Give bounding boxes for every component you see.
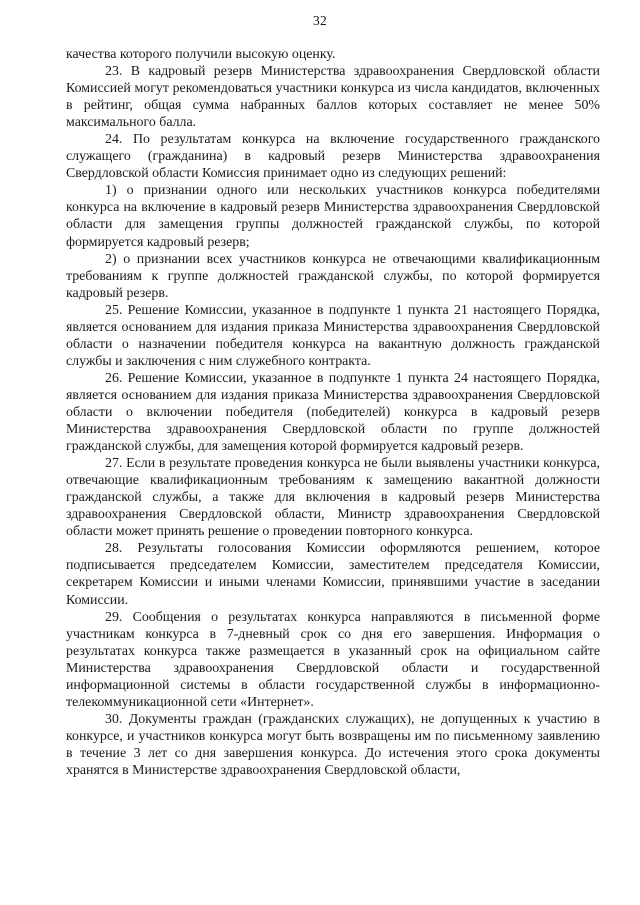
- paragraph-item-26: 26. Решение Комиссии, указанное в подпункте 1 пункта 24 настоящего Порядка, является основанием для издания приказа Министерства здравоохранения Свердловской области о включении победителя (победителей) конкурса в кадровый резерв Министерства здравоохранения Свердловской области по группе должностей гражданской службы, для замещения которой формируется кадровый резерв.: [66, 370, 600, 455]
- page-number: 32: [312, 13, 328, 28]
- document-body: [66, 46, 600, 779]
- paragraph-item-25: 25. Решение Комиссии, указанное в подпункте 1 пункта 21 настоящего Порядка, является основанием для издания приказа Министерства здравоохранения Свердловской области о назначении победителя конкурса на вакантную должность гражданской службы и заключения с ним служебного контракта.: [66, 302, 600, 369]
- paragraph-item-29: 29. Сообщения о результатах конкурса направляются в письменной форме участникам конкурса в 7-дневный срок со дня его завершения. Информация о результатах конкурса также размещается в указанный срок на официальном сайте Министерства здравоохранения Свердловской области и государственной информационной системы в области государственной службы в информационно-телекоммуникационной сети «Интернет».: [66, 609, 600, 710]
- paragraph-item-23: 23. В кадровый резерв Министерства здравоохранения Свердловской области Комиссией могут рекомендоваться участники конкурса из числа кандидатов, включенных в рейтинг, общая сумма набранных баллов которых составляет не менее 50% максимального балла.: [66, 64, 600, 131]
- paragraph-item-27: 27. Если в результате проведения конкурса не были выявлены участники конкурса, отвечающие квалификационным требованиям к замещению вакантной должности гражданской службы, а также для включения в кадровый резерв Министерства здравоохранения Свердловской области, Министр здравоохранения Свердловской области может принять решение о проведении повторного конкурса.: [66, 456, 600, 540]
- paragraph-item-30: 30. Документы граждан (гражданских служащих), не допущенных к участию в конкурсе, и участников конкурса могут быть возвращены им по письменному заявлению в течение 3 лет со дня завершения конкурса. До истечения этого срока документы хранятся в Министерстве здравоохранения Свердловской области,: [66, 711, 600, 778]
- paragraph-continuation: качества которого получили высокую оценку.: [66, 47, 336, 62]
- paragraph-subitem-24-1: 1) о признании одного или нескольких участников конкурса победителями конкурса на включение в кадровый резерв Министерства здравоохранения Свердловской области для замещения группы должностей гражданской службы, по которой формируется кадровый резерв;: [66, 183, 600, 250]
- paragraph-item-28: 28. Результаты голосования Комиссии оформляются решением, которое подписывается председателем Комиссии, заместителем председателя Комиссии, секретарем Комиссии и иными членами Комиссии, принявшими участие в заседании Комиссии.: [66, 541, 600, 608]
- paragraph-item-24: 24. По результатам конкурса на включение государственного гражданского служащего (гражданина) в кадровый резерв Министерства здравоохранения Свердловской области Комиссия принимает одно из следующих решений:: [66, 132, 600, 182]
- paragraph-subitem-24-2: 2) о признании всех участников конкурса не отвечающими квалификационным требованиям к группе должностей гражданской службы, по которой формируется кадровый резерв.: [66, 251, 600, 301]
